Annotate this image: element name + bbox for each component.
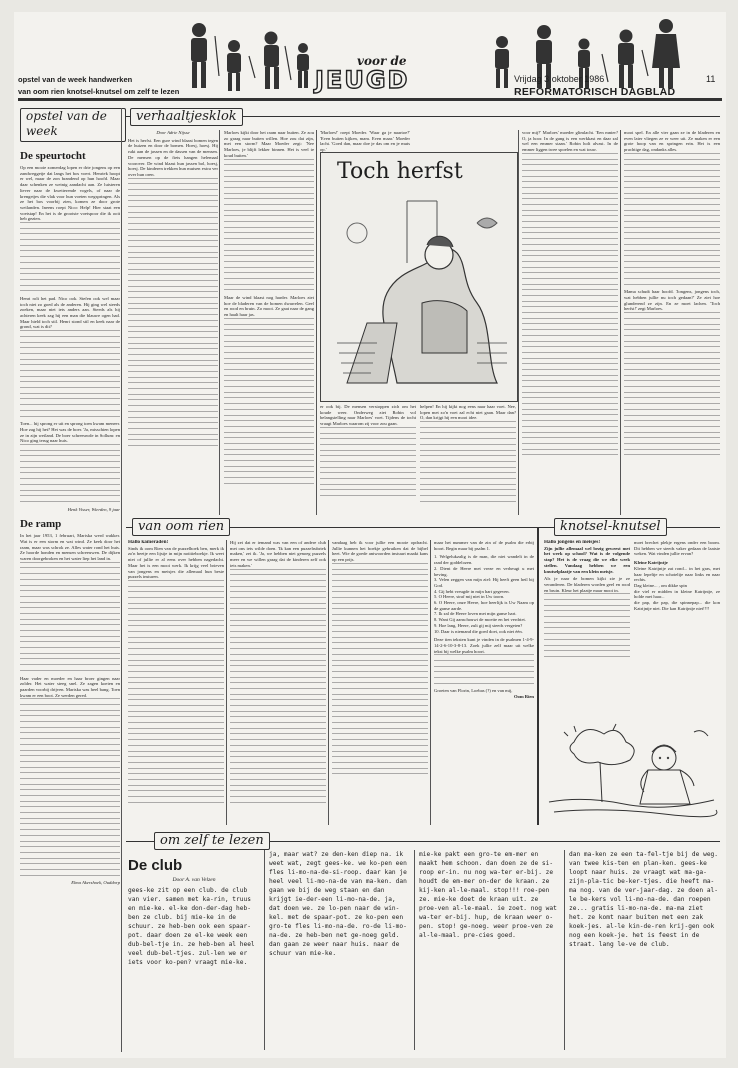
oom-rien-greeting: Hallo kameraden! bbox=[128, 540, 169, 545]
section-header-knotsel: knotsel-knutsel bbox=[554, 518, 667, 536]
oom-rien-column-3 bbox=[332, 540, 428, 825]
oom-rien-question-2: 2. Dient de Heere met vreze en verheugt u met beving. bbox=[434, 565, 534, 577]
date: Vrijdag 3 oktober 1986 bbox=[514, 74, 605, 84]
column-separator bbox=[620, 130, 621, 515]
text-filler bbox=[434, 654, 534, 683]
oom-rien-question-9: 9. Hoe lang, Heere, zult gij mij steeds vergeten? bbox=[434, 622, 523, 628]
text-filler bbox=[544, 593, 630, 657]
knotsel-poem-4: die pap, die pap, die spinnepap... die kon Katrijntje niet. Die kan Katrijntje niet!!!! bbox=[634, 600, 720, 611]
verhaal-column-2 bbox=[224, 130, 314, 515]
verhaal-paragraph-8: helpen! En hij kijkt nog eens naar haar voet. Nee, lopen met zo'n voet zal echt niet gaan. Maar dan? O, dan krijgt hij een mooi idee. bbox=[420, 404, 516, 421]
text-filler bbox=[20, 330, 120, 416]
oom-rien-paragraph-4: maar het nummer van de zin of de psalm die erbij hoort. Begin maar bij psalm 1. bbox=[434, 540, 534, 551]
column-separator bbox=[518, 130, 519, 515]
text-filler bbox=[20, 698, 120, 875]
opstel-title-1: De speurtocht bbox=[20, 150, 86, 162]
knotsel-divider bbox=[537, 527, 539, 825]
oom-rien-question-3: 3. Velen zeggen van mijn ziel: Hij heeft geen heil bij God. bbox=[434, 577, 534, 588]
oom-rien-paragraph-1: Sinds ik oom Rien van de puzzelhoek ben, merk ik zo'n beetje een lijstje in mijn notitieboekje. Ik weet niet of jullie er al eens over hebben nagedacht. Maar het is een mooi werk. Ik krijg veel brieven van jongens en meisjes die allemaal hun beste puzzels insturen. bbox=[128, 545, 224, 580]
knotsel-greeting: Hallo jongens en meisjes! bbox=[544, 540, 601, 545]
club-text-3: mie-ke pakt een gro-te em-mer en maakt hem schoon. dan doen ze de si-roop er-in. nu nog wa-ter er-bij. ze houdt de em-mer on-der de kraan. ze kij-ken al-le-maal. stop!!! roe-pen ze. mie-ke doet de kraan uit. ze proe-ven al-le-maal. ie zoet. nog wat wa-ter er-bij. hup, de kraan weer o-pen. stop! ge-noeg. weer proe-ven ze al-le-maal. pre-cies goed. bbox=[419, 851, 557, 939]
knotsel-column-2 bbox=[634, 540, 720, 710]
column-separator bbox=[430, 540, 431, 825]
text-filler bbox=[128, 178, 218, 446]
club-column-1 bbox=[128, 857, 260, 1052]
text-filler bbox=[230, 569, 326, 803]
logo-top-text: voor de bbox=[357, 54, 407, 68]
oom-rien-question-6: 6. O Heere, onze Heere, hoe heerlijk is Uw Naam op de ganse aarde. bbox=[434, 600, 534, 611]
oom-rien-question-1: 1. Welgelukzalig is de man, die niet wandelt in de raad der goddelozen. bbox=[434, 554, 534, 566]
text-filler bbox=[224, 159, 314, 291]
oom-rien-column-4 bbox=[434, 540, 534, 825]
knotsel-paragraph-2: moet brechet plekje ergens onder een boom. Dit hebben we steeds vaker gedaan de laatste weken. Wat vinden jullie ervan? bbox=[634, 540, 720, 557]
knotsel-poem-2: Dag kleine... , om dikke spin bbox=[634, 582, 687, 588]
verhaal-paragraph-4: 'Marloes!' roept Moeder. 'Waar ga je naartoe?' 'Even buiten kijken, mam. Even maar.' Moeder lacht. 'Goed dan, maar doe je das om en je muts op.' bbox=[320, 130, 410, 153]
club-text-1: gees-ke zit op een club. de club van vier. samen met ka-rin, truus en mie-ke. el-ke don-der-dag heb-ben ze club. bij mie-ke in de schuur. ze heb-ben ook een spaar-pot. daar doen ze el-ke week een dub-bel-tje in. ze heb-ben al heel veel dub-bel-tjes. zul-len we er iets voor ko-pen? vraagt mie-ke. bbox=[128, 887, 255, 966]
masthead bbox=[14, 12, 726, 106]
verhaal-author: Door Adrie Nijsse bbox=[156, 130, 190, 135]
knotsel-poem-title: Kleine Katrijntje bbox=[634, 560, 668, 566]
text-filler bbox=[332, 563, 428, 774]
oom-rien-column-2 bbox=[230, 540, 326, 825]
newspaper-page bbox=[14, 12, 726, 1058]
opstel-title-2: De ramp bbox=[20, 518, 62, 531]
opstel-paragraph-2: Henri rolt het pad. Nico ook. Stefen ook wel maar toch niet zo goed als de anderen. Hij ging wel steeds zoeken, maar niet iets anders aan. Steeds als hij achteren keek zag hij een man die blauwe ogen had. Maar hield toch stil. Henri stond stil en keek naar de grond, wat is dit? bbox=[20, 295, 120, 330]
masthead-rule bbox=[18, 98, 722, 101]
text-filler bbox=[20, 444, 120, 502]
tagline-1: opstel van de week handwerken bbox=[18, 75, 133, 84]
text-filler bbox=[624, 312, 720, 455]
verhaal-paragraph-9: voor mij?' Marloes' moeder glimlacht. 'Een mnier? O, ja hoor. In de gang is een werkkast en daar zal wel een emmer staan.' Robin holt alvast. In de emmer liggen twee spoelen en wat touw. bbox=[522, 130, 618, 153]
verhaal-column-5 bbox=[522, 130, 618, 515]
verhaal-column-4b bbox=[420, 404, 516, 516]
toch-herfst-title: Toch herfst bbox=[337, 159, 463, 184]
text-filler bbox=[320, 427, 416, 496]
verhaal-paragraph-10: mooi spel. En alle vier gaan ze in de bladeren en even later vliegen ze er weer uit. Ze maken er een grote hoop van en springen erin. Het is een prachtige dag, ondanks alles. bbox=[624, 130, 720, 153]
verhaal-paragraph-1: Het is herfst. Een gure wind blaast bomen tegen de huizen en door de bomen. Hoesj, hoesj. Hij rukt aan de jassen en de dassen van de mensen. De mensen op de fiets hangen helemaal voorover. De wind blaast hun jassen bol, hoesj, hoesj. De kinderen trekken hun mutsen extra ver over hun oren. bbox=[128, 137, 218, 177]
text-filler bbox=[128, 580, 224, 803]
text-filler bbox=[420, 421, 516, 502]
opstel-paragraph-4: In het jaar 1953, 1 februari, Mariska werd wakker. Wat is er een storm en wat wind. Ze keek door het raam, maar was schrok ze. Alles water rond het huis. Ze hoorde honden en mensen schreeuwen. De dijken waren doorgebroken en het water liep het land in. bbox=[20, 533, 120, 562]
knutsel-coloring-illustration bbox=[544, 712, 720, 824]
knotsel-column-1 bbox=[544, 540, 630, 710]
column-separator bbox=[121, 108, 122, 1052]
column-separator bbox=[219, 130, 220, 515]
club-text-2: ja, maar wat? ze den-ken diep na. ik weet wat, zegt gees-ke. we ko-pen een fles li-mo-na-de-si-roop. daar kan je heel veel li-mo-na-de van ma-ken. dan gaan we bij de weg staan en dan krijgt ie-der-een li-mo-na-de. ja, dat doen we. ze lo-pen naar de win-kel. met de spaar-pot. ze ko-pen een gro-te fles li-mo-na-de. ro-de li-mo-na-de. ze heb-ben net ge-noeg geld. dan gaan ze weer naar huis. naar de schuur van mie-ke. bbox=[269, 851, 407, 957]
knotsel-poem-1: Kleine Katrijntje zat rond... in het gras, met haar lepeltje en schoteltje naar links en naar rechts. bbox=[634, 565, 720, 583]
logo-main-text: JEUGD bbox=[315, 66, 410, 94]
oom-rien-column-1 bbox=[128, 540, 224, 825]
opstel-paragraph-5: Haar vader en moeder en haar broer gingen naar zolder. Het water steeg snel. Ze zagen koeien en paarden voorbij drijven. Mariska was heel bang. Toen kwam er een boot. Ze werden gered. bbox=[20, 675, 120, 698]
verhaal-paragraph-7: er ook bij. De mensen verstoppen zich om het koude weer. Onderweg ziet Robin vol belangstelling naar Marloes' voet. Tijdens de tocht vraagt Marloes waarom zij voor zou gaan. bbox=[320, 404, 416, 427]
verhaal-column-6 bbox=[624, 130, 720, 515]
section-header-zelf-lezen: om zelf te lezen bbox=[154, 832, 270, 850]
knotsel-paragraph-1: Als je naar de bomen kijkt zie je ze veranderen. De bladeren worden geel en rood en bruin. Kleur het plaatje maar mooi in. bbox=[544, 576, 630, 593]
column-separator bbox=[264, 850, 265, 1050]
text-filler bbox=[522, 153, 618, 455]
text-filler bbox=[20, 222, 120, 291]
oom-rien-question-7: 7. Ik zal de Heere loven met mijn ganse hart. bbox=[434, 611, 517, 617]
club-column-3 bbox=[419, 850, 559, 1050]
opstel-credit-2: Elma Akershoek, Ouddorp bbox=[71, 880, 120, 886]
logo-voor-de-jeugd bbox=[309, 52, 429, 102]
oom-rien-question-8: 8. Want Gij aanschouwt de moeite en het verdriet. bbox=[434, 617, 526, 623]
children-illustration-left bbox=[179, 16, 319, 96]
oom-rien-question-5: 5. O Heere, straf mij niet in Uw toorn. bbox=[434, 594, 505, 600]
column-separator bbox=[316, 130, 317, 515]
club-author: Door A. van Velzen bbox=[172, 877, 216, 883]
tagline-2: van oom rien knotsel-knutsel om zelf te lezen bbox=[18, 87, 180, 96]
opstel-column bbox=[20, 150, 120, 1050]
text-filler bbox=[224, 318, 314, 484]
club-column-2 bbox=[269, 850, 409, 1050]
verhaal-column-3b bbox=[320, 404, 416, 516]
club-title: De club bbox=[128, 857, 183, 874]
section-header-oom-rien: van oom rien bbox=[132, 518, 230, 536]
text-filler bbox=[20, 562, 120, 671]
oom-rien-signature: Oom Rien bbox=[513, 694, 534, 700]
herfst-illustration bbox=[327, 193, 511, 393]
knotsel-poem-3: die viel er midden in kleine Katrijntje, ze holde met haar... bbox=[634, 588, 720, 600]
column-separator bbox=[414, 850, 415, 1050]
verhaal-column-1 bbox=[128, 130, 218, 515]
text-filler bbox=[624, 153, 720, 285]
section-header-opstel-text: opstel van de week bbox=[26, 109, 107, 138]
column-separator bbox=[564, 850, 565, 1050]
page-number: 11 bbox=[706, 74, 716, 84]
oom-rien-sign: Groeten van Florin, Loebas (?) en van mij, bbox=[434, 688, 513, 694]
column-separator bbox=[328, 540, 329, 825]
oom-rien-paragraph-3: vandaag heb ik voor jullie een mooie opdracht. Jullie kunnen het boekje gebruiken dat de bijbel heet. Wie de goede antwoorden instuurt maakt kans op een prijs. bbox=[332, 540, 428, 563]
oom-rien-paragraph-5: Deze tien teksten kunt je vinden in de psalmen 1-4-9-14-2-6-10-3-8-13. Zoek jullie zelf maar uit welke tekst bij welke psalm hoort. bbox=[434, 637, 534, 654]
verhaal-paragraph-11: Mama schudt haar hoofd. 'Jongens, jongens toch, wat hebben jullie nu toch gedaan?' Ze ziet hoe glunderend ze zijn. En ze moet lachen. 'Toch herfst!' zegt Marloes. bbox=[624, 289, 720, 312]
club-column-4 bbox=[569, 850, 719, 1050]
column-separator bbox=[226, 540, 227, 825]
section-header-opstel bbox=[20, 108, 126, 142]
section-header-verhaal: verhaaltjesklok bbox=[130, 108, 243, 126]
opstel-credit-1: Henk Visser, Wierden, 9 jaar bbox=[67, 506, 120, 512]
oom-rien-question-4: 4. Gij hebt vreugde in mijn hart gegeven. bbox=[434, 588, 510, 594]
newspaper-name: REFORMATORISCH DAGBLAD bbox=[514, 86, 676, 98]
oom-rien-question-10: 10. Daar is niemand die goed doet, ook niet één. bbox=[434, 628, 523, 634]
verhaal-paragraph-3: Maar de wind blaast nog harder. Marloes ziet hoe de bladeren van de bomen dwarrelen. Geel en rood en bruin. Zo mooi. Ze gaat naar de gang en haalt haar jas. bbox=[224, 295, 314, 318]
knotsel-intro: Zijn jullie allemaal wel bezig geweest met het werk op school? Wat is de volgende stap? Het is de vraag die we elke week stellen. Vandaag hebben we een knutselplaatje van een klein meisje. bbox=[544, 545, 630, 574]
verhaal-paragraph-2: Marloes kijkt door het raam naar buiten. Ze zou zo graag naar buiten willen. Hoe zou dat zijn, met een storm? Maar Moeder zegt: 'Nee Marloes, je blijft lekker binnen. Het is veel te koud buiten.' bbox=[224, 130, 314, 158]
club-text-4: dan ma-ken ze een ta-fel-tje bij de weg. van twee kis-ten en plan-ken. gees-ke loopt naar huis. ze vraagt wat ma-ga-zijn-pla-tic be-ker-tjes. die heeft ma-ma nog. van de ver-jaar-dag. ze doen al-le be-kers vol li-mo-na-de. dan roepen ze... gratis li-mo-na-de. ma-ma ziet het. ze komt naar buiten met een zak koek-jes. al-le kin-de-ren krij-gen ook nog een koek-je. het is feest in de straat. lang le-ve de club. bbox=[569, 851, 719, 948]
children-illustration-right bbox=[484, 16, 684, 96]
opstel-paragraph-1: Op een mooie zomerdag lopen er drie jongens op een zandweggetje dat langs het bos voert. Henriek hoopt er wel, maar de zon brandend op hun hoofd. Maar daar schenken ze weinig aandacht aan. Ze luisteren liever naar de kwetterende vogels, of naar de krengetjes die vlak voor hun voeten wegspringen. Als ze het bos voorbij zien, komen ze door grote weilanden. Ineens roept Nico: Help! Hier staat een voetstap! En het is de grootste voetspoor die ik ooit heb gezien. bbox=[20, 165, 120, 222]
oom-rien-paragraph-2: Hij zei dat er iemand was van een of andere club met ons iets wilde doen. 'Ik kan een puzzelrubriek maken,' zei ik. 'Ja, we hebben niet genoeg puzzels meer en we willen graag dat de kinderen zelf ook iets maken.' bbox=[230, 540, 326, 568]
opstel-paragraph-3: Toen... hij sprong er uit en sprong toen kwam meneer. Hoe zag hij het? Het was de boer. 'Ja, misschien lopen ze in zijn weiland. De boer schreeuwde in Sollum: en Nico ging terug naar huis. bbox=[20, 421, 120, 444]
toch-herfst-box bbox=[320, 152, 518, 402]
